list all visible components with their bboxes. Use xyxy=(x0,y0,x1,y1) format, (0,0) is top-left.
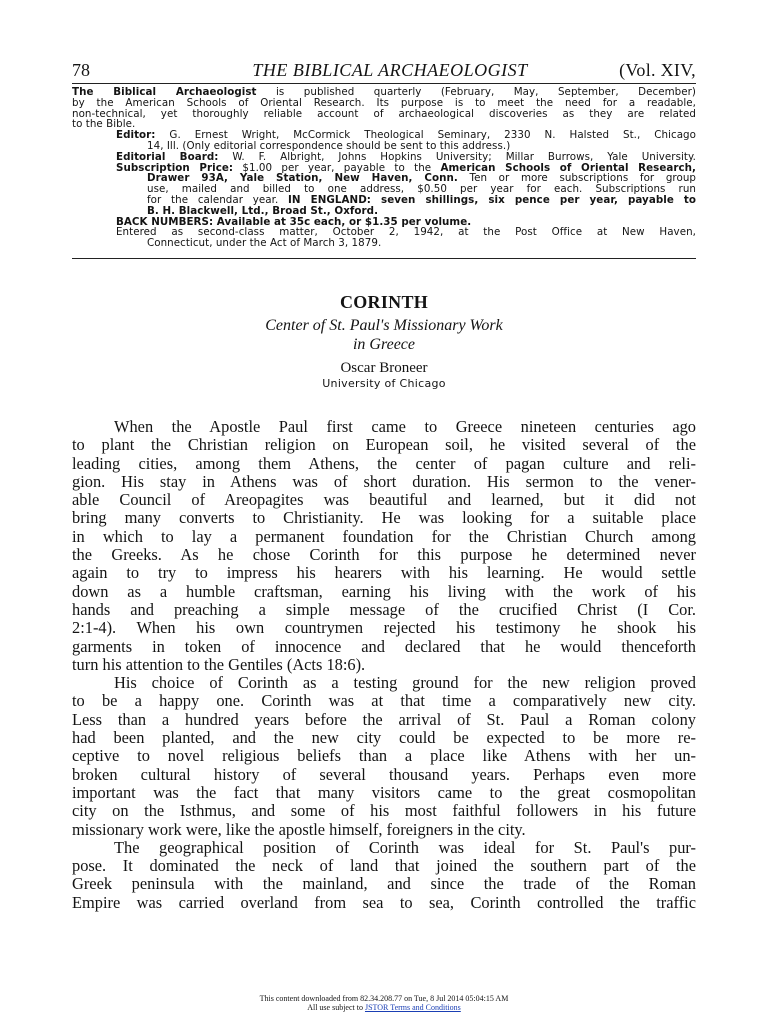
masthead xyxy=(72,87,696,249)
body-line: garments in token of innocence and declared that he would thenceforth xyxy=(72,636,696,656)
article-body xyxy=(72,418,696,912)
masthead-editor: Editor: G. Ernest Wright, McCormick Theological Seminary, 2330 N. Halsted St., Chicago xyxy=(116,129,696,142)
masthead-line: use, mailed and billed to one address, $0.50 per year for each. Subscriptions run xyxy=(147,183,696,196)
terms-link[interactable]: JSTOR Terms and Conditions xyxy=(364,1003,461,1012)
running-header xyxy=(72,60,696,82)
masthead-line: The Biblical Archaeologist is published quarterly (February, May, September, December) xyxy=(72,86,696,98)
body-line: pose. It dominated the neck of land that joined the southern part of the xyxy=(72,856,696,876)
body-line: city on the Isthmus, and some of his most faithful followers in his future xyxy=(72,801,696,821)
body-line: hands and preaching a simple message of the crucified Christ (I Cor. xyxy=(72,599,696,619)
article-title: CORINTH xyxy=(339,292,429,312)
volume-label: (Vol. XIV, xyxy=(619,60,696,80)
masthead-line: B. H. Blackwell, Ltd., Broad St., Oxford. xyxy=(147,204,379,217)
body-line: ceptive to novel religious beliefs than a place like Athens with her un- xyxy=(72,746,696,766)
header-rule xyxy=(72,83,696,84)
body-line: gion. His stay in Athens was of short duration. His sermon to the vener- xyxy=(72,471,696,491)
body-line: When the Apostle Paul first came to Greece nineteen centuries ago xyxy=(114,417,696,436)
body-paragraph xyxy=(72,839,696,912)
masthead-line: Connecticut, under the Act of March 3, 1879. xyxy=(147,237,382,250)
masthead-line: Drawer 93A, Yale Station, New Haven, Conn. Ten or more subscriptions for group xyxy=(147,172,696,185)
download-notice: This content downloaded from 82.34.208.77 on Tue, 8 Jul 2014 05:04:15 AM xyxy=(259,994,509,1003)
body-line: Greek peninsula with the mainland, and since the trade of the Roman xyxy=(72,874,696,894)
masthead-back-numbers: BACK NUMBERS: Available at 35c each, or $1.35 per volume. xyxy=(116,215,472,228)
body-line: Less than a hundred years before the arrival of St. Paul a Roman colony xyxy=(72,709,696,729)
page-number: 78 xyxy=(72,60,90,80)
body-line: broken cultural history of several thousand years. Perhaps even more xyxy=(72,764,696,784)
body-line: 2:1-4). When his own countrymen rejected his testimony he shook his xyxy=(72,618,696,638)
masthead-line: non-technical, yet thoroughly reliable account of archaeological discoveries as they are related xyxy=(72,107,696,120)
body-line: Empire was carried overland from sea to sea, Corinth controlled the traffic xyxy=(72,892,696,912)
body-line: turn his attention to the Gentiles (Acts 18:6). xyxy=(72,654,366,674)
body-line: The geographical position of Corinth was ideal for St. Paul's pur- xyxy=(114,837,696,857)
terms-notice: All use subject to JSTOR Terms and Conditions xyxy=(307,1003,461,1012)
body-line: bring many converts to Christianity. He was looking for a suitable place xyxy=(72,508,696,528)
body-line: to be a happy one. Corinth was at that time a comparatively new city. xyxy=(72,691,696,711)
body-line: had been planted, and the new city could be expected to be more re- xyxy=(72,728,696,748)
download-footer xyxy=(0,994,768,1012)
body-line: to plant the Christian religion on European soil, he visited several of the xyxy=(72,435,696,455)
author-name: Oscar Broneer xyxy=(340,360,428,376)
body-line: leading cities, among them Athens, the center of pagan culture and reli- xyxy=(72,453,696,473)
body-paragraph xyxy=(72,418,696,674)
masthead-line: to the Bible. xyxy=(72,118,136,131)
masthead-subscription: Subscription Price: $1.00 per year, payable to the American Schools of Oriental Research, xyxy=(116,161,696,174)
body-line: again to try to impress his hearers with his learning. He would settle xyxy=(72,563,696,583)
masthead-entry-notice: Entered as second-class matter, October 2, 1942, at the Post Office at New Haven, xyxy=(116,226,696,239)
running-title: THE BIBLICAL ARCHAEOLOGIST xyxy=(252,60,528,80)
masthead-line: by the American Schools of Oriental Research. Its purpose is to meet the need for a readable, xyxy=(72,96,696,109)
masthead-editorial-board: Editorial Board: W. F. Albright, Johns Hopkins University; Millar Burrows, Yale University. xyxy=(116,150,696,163)
body-line: down as a humble craftsman, earning his living with the work of his xyxy=(72,581,696,601)
subtitle-line: in Greece xyxy=(352,336,416,353)
body-paragraph xyxy=(72,674,696,839)
masthead-rule xyxy=(72,258,696,259)
author-affiliation: University of Chicago xyxy=(322,377,446,390)
body-line: able Council of Areopagites was beautiful and learned, but it did not xyxy=(72,490,696,510)
body-line: the Greeks. As he chose Corinth for this purpose he determined never xyxy=(72,545,696,565)
body-line: missionary work were, like the apostle himself, foreigners in the city. xyxy=(72,819,526,839)
article-subtitle xyxy=(72,316,696,354)
body-line: His choice of Corinth as a testing ground for the new religion proved xyxy=(114,673,696,693)
body-line: in which to lay a permanent foundation for the Christian Church among xyxy=(72,526,696,546)
subtitle-line: Center of St. Paul's Missionary Work xyxy=(265,317,503,334)
masthead-line: for the calendar year. IN ENGLAND: seven shillings, six pence per year, payable to xyxy=(147,193,697,206)
body-line: important was the fact that many visitors came to the great cosmopolitan xyxy=(72,782,696,802)
masthead-line: 14, Ill. (Only editorial correspondence should be sent to this address.) xyxy=(147,139,511,152)
